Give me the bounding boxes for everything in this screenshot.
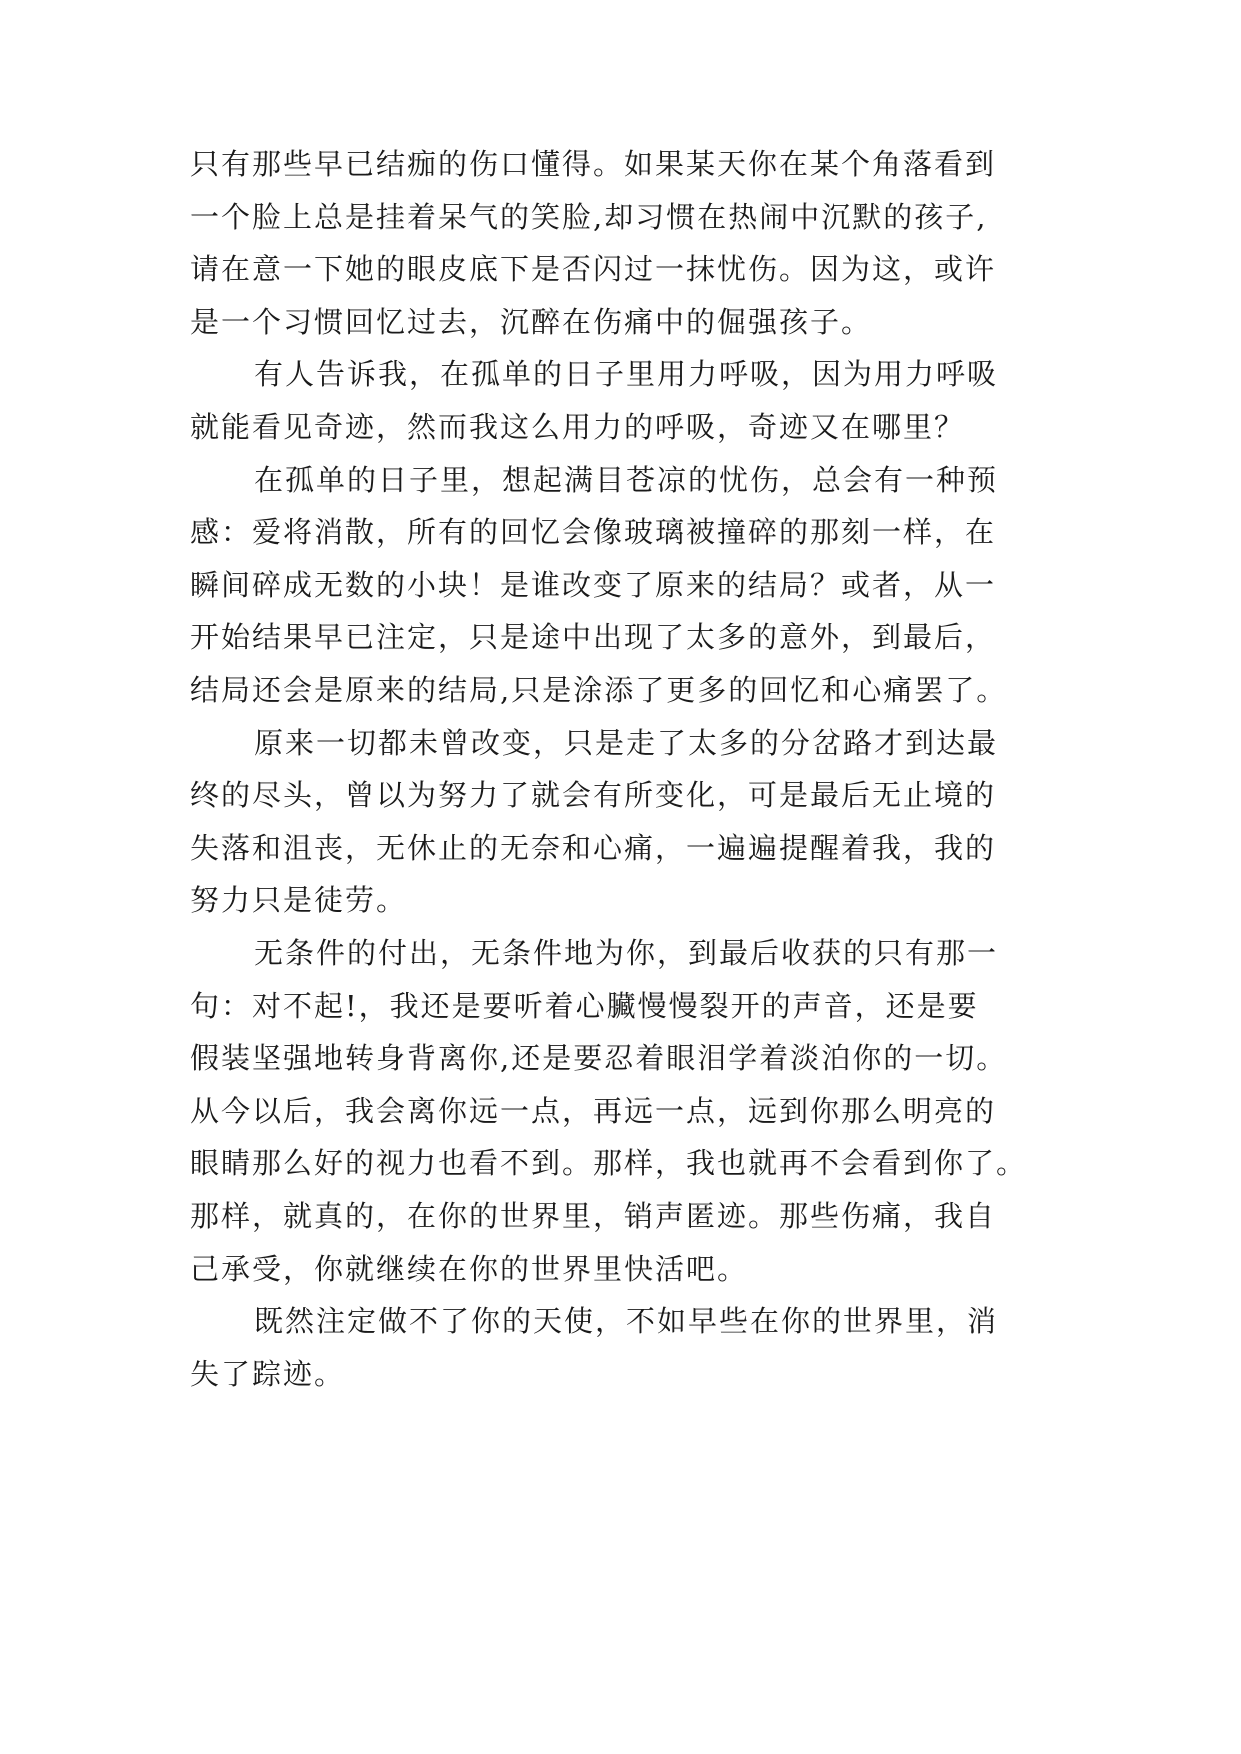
text-line: 那样，就真的，在你的世界里，销声匿迹。那些伤痛，我自 xyxy=(190,1199,997,1233)
text-line: 一个脸上总是挂着呆气的笑脸,却习惯在热闹中沉默的孩子, xyxy=(190,200,988,234)
paragraph-first-line: 在孤单的日子里，想起满目苍凉的忧伤，总会有一种预 xyxy=(254,463,999,497)
text-line: 瞬间碎成无数的小块！是谁改变了原来的结局？或者，从一 xyxy=(190,568,997,602)
text-line: 句：对不起!，我还是要听着心臟慢慢裂开的声音，还是要 xyxy=(190,989,979,1023)
text-line: 假装坚强地转身背离你,还是要忍着眼泪学着淡泊你的一切。 xyxy=(190,1041,1008,1075)
text-line: 终的尽头，曾以为努力了就会有所变化，可是最后无止境的 xyxy=(190,778,997,812)
text-line: 结局还会是原来的结局,只是涂添了更多的回忆和心痛罢了。 xyxy=(190,673,1008,707)
paragraph-first-line: 原来一切都未曾改变，只是走了太多的分岔路才到达最 xyxy=(254,726,999,760)
text-line: 是一个习惯回忆过去，沉醉在伤痛中的倔强孩子。 xyxy=(190,305,873,339)
text-line: 只有那些早已结痂的伤口懂得。如果某天你在某个角落看到 xyxy=(190,147,997,181)
text-line: 就能看见奇迹，然而我这么用力的呼吸，奇迹又在哪里？ xyxy=(190,410,966,444)
text-line: 努力只是徒劳。 xyxy=(190,883,408,917)
text-line: 己承受，你就继续在你的世界里快活吧。 xyxy=(190,1252,749,1286)
text-line: 从今以后，我会离你远一点，再远一点，远到你那么明亮的 xyxy=(190,1094,997,1128)
text-line: 感：爱将消散，所有的回忆会像玻璃被撞碎的那刻一样，在 xyxy=(190,515,997,549)
paragraph-first-line: 既然注定做不了你的天使，不如早些在你的世界里，消 xyxy=(254,1304,999,1338)
text-line: 失了踪迹。 xyxy=(190,1357,346,1391)
text-line: 眼睛那么好的视力也看不到。那样，我也就再不会看到你了。 xyxy=(190,1146,1028,1180)
paragraph-first-line: 有人告诉我，在孤单的日子里用力呼吸，因为用力呼吸 xyxy=(254,357,999,391)
paragraph-first-line: 无条件的付出，无条件地为你，到最后收获的只有那一 xyxy=(254,936,999,970)
text-line: 开始结果早已注定，只是途中出现了太多的意外，到最后， xyxy=(190,620,997,654)
text-line: 失落和沮丧，无休止的无奈和心痛，一遍遍提醒着我，我的 xyxy=(190,831,997,865)
text-line: 请在意一下她的眼皮底下是否闪过一抹忧伤。因为这，或许 xyxy=(190,252,997,286)
